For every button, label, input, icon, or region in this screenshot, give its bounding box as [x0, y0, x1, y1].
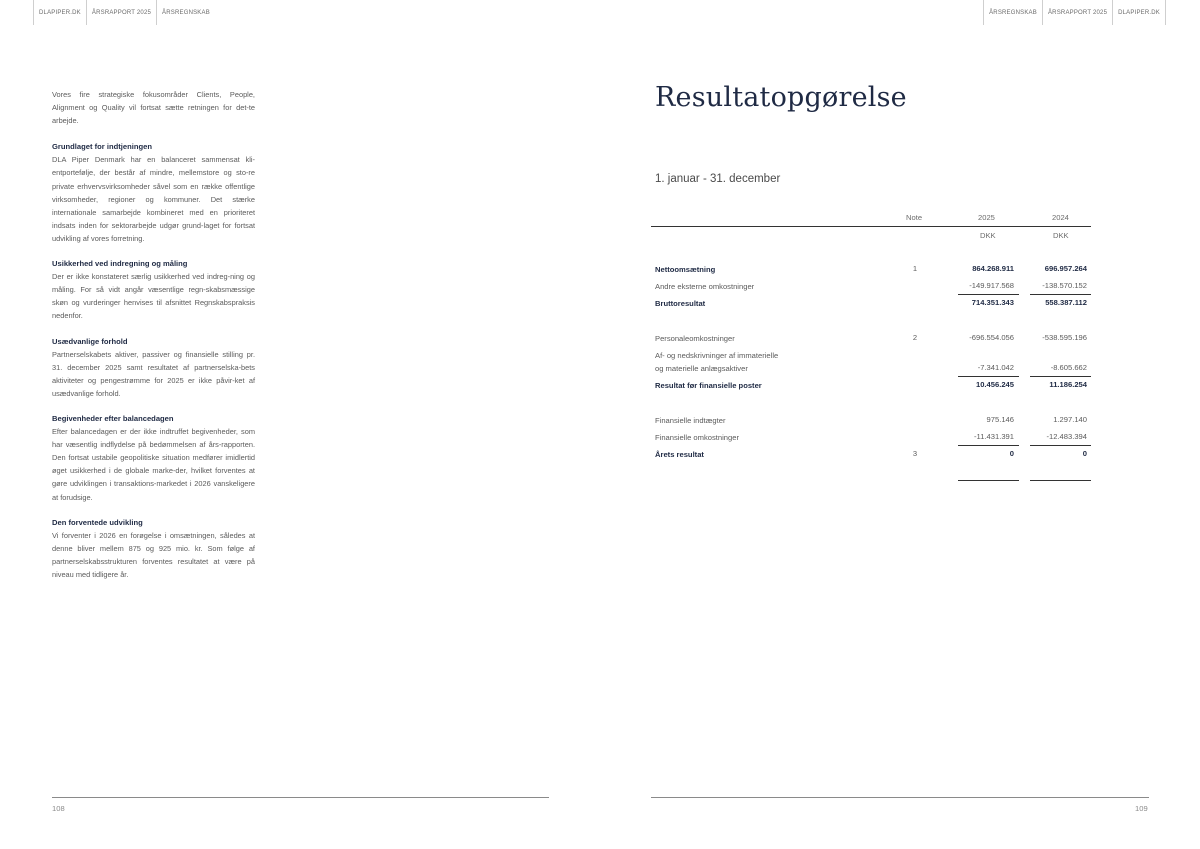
management-review-text	[52, 88, 255, 593]
subtotal-line	[958, 294, 1019, 295]
row-label-financial-expenses: Finansielle omkostninger	[655, 433, 739, 442]
row-label-operating-result: Resultat før finansielle poster	[655, 381, 762, 390]
subtotal-line	[958, 445, 1019, 446]
footer-divider-left	[52, 797, 549, 798]
row-label-depreciation-line2: og materielle anlægsaktiver	[655, 364, 748, 373]
page-title: Resultatopgørelse	[655, 82, 907, 113]
top-breadcrumb-left	[33, 0, 215, 25]
value-2025: 714.351.343	[971, 298, 1014, 307]
section-outlook	[52, 516, 255, 581]
page-number-left: 108	[52, 804, 65, 813]
value-2024: -8.605.662	[1050, 363, 1087, 372]
value-2025: 10.456.245	[975, 380, 1014, 389]
section-body: Vi forventer i 2026 en forøgelse i omsætningen, således at denne bliver mellem 875 og 925 mio. kr. Som følge af partnerselskabsstrukturen forventes resultatet at være på niveau med tidligere år.	[52, 530, 255, 579]
section-uncertainty	[52, 257, 255, 322]
section-heading: Den forventede udvikling	[52, 517, 143, 527]
row-note: 3	[912, 449, 918, 458]
header-divider	[651, 226, 1091, 227]
row-label-other-external-costs: Andre eksterne omkostninger	[655, 282, 755, 291]
column-header-2024: 2024	[1052, 213, 1069, 222]
value-2025: -11.431.391	[974, 432, 1014, 441]
value-2025: 975.146	[986, 415, 1014, 424]
row-label-staff-costs: Personaleomkostninger	[655, 334, 735, 343]
breadcrumb-link-section[interactable]: ÅRSREGNSKAB	[156, 0, 215, 25]
section-heading: Usædvanlige forhold	[52, 336, 128, 346]
value-2024: -538.595.196	[1042, 333, 1087, 342]
section-body: Partnerselskabets aktiver, passiver og finansielle stilling pr. 31. december 2025 samt resultatet af partnerselska-bets aktiviteter og pengestrømme for 2025 er ikke påvir-ket af usædvanlige forhold.	[52, 349, 255, 398]
section-body: Efter balancedagen er der ikke indtruffet begivenheder, som har væsentlig indflydelse på bedømmelsen af års-rapporten. Den fortsat ustabile geopolitiske situation medfører imidlertid øget usikkerhed i de globale marke-der, hvilket forventes at gøre udviklingen i transaktions-markedet i 2026 vanskeligere at forudsige.	[52, 427, 255, 502]
footer-divider-right	[651, 797, 1149, 798]
value-2025: 864.268.911	[972, 264, 1014, 273]
value-2025: -7.341.042	[977, 363, 1014, 372]
row-label-revenue: Nettoomsætning	[655, 265, 716, 274]
section-unusual-matters	[52, 335, 255, 400]
intro-paragraph: Vores fire strategiske fokusområder Clients, People, Alignment og Quality vil fortsat sætte retningen for det-te arbejde.	[52, 90, 255, 126]
value-2024: 558.387.112	[1045, 298, 1087, 307]
page-number-right: 109	[1135, 804, 1148, 813]
section-subsequent-events	[52, 412, 255, 504]
unit-label-2025: DKK	[980, 231, 996, 240]
subtotal-line	[1030, 376, 1091, 377]
column-header-2025: 2025	[978, 213, 995, 222]
value-2025: 0	[1009, 449, 1014, 458]
row-note: 2	[912, 333, 918, 342]
section-heading: Begivenheder efter balancedagen	[52, 413, 174, 423]
breadcrumb-link-site[interactable]: DLAPIPER.DK	[33, 0, 86, 25]
value-2025: -696.554.056	[969, 333, 1014, 342]
value-2024: 11.186.254	[1049, 380, 1087, 389]
breadcrumb-link-site[interactable]: DLAPIPER.DK	[1113, 0, 1166, 25]
row-label-depreciation-line1: Af- og nedskrivninger af immaterielle	[655, 351, 779, 360]
section-heading: Usikkerhed ved indregning og måling	[52, 259, 188, 269]
subtotal-line	[958, 376, 1019, 377]
breadcrumb-link-section[interactable]: ÅRSREGNSKAB	[983, 0, 1043, 25]
value-2024: 0	[1082, 449, 1087, 458]
row-label-financial-income: Finansielle indtægter	[655, 416, 726, 425]
value-2024: 696.957.264	[1044, 264, 1087, 273]
section-body: Der er ikke konstateret særlig usikkerhed ved indreg-ning og måling. For så vidt angår væsentlige regn-skabsmæssige skøn og vurderinger henvises til afsnittet Regnskabspraksis nedenfor.	[52, 272, 255, 321]
row-label-gross-profit: Bruttoresultat	[655, 299, 706, 308]
row-label-net-result: Årets resultat	[655, 450, 704, 459]
section-heading: Grundlaget for indtjeningen	[52, 142, 152, 152]
value-2025: -149.917.568	[969, 281, 1014, 290]
section-earnings-basis	[52, 140, 255, 245]
section-body: DLA Piper Denmark har en balanceret sammensat kli-entportefølje, der består af mindre, mellemstore og sto-re private erhvervsvirksomheder såvel som en række offentlige virksomheder, regioner og kommuner. Det stærke internationale samarbejde kombineret med en prioriteret indsats inden for sektorarbejde udgør grund-laget for fortsat udvikling af vores forretning.	[52, 155, 255, 243]
value-2024: -138.570.152	[1042, 281, 1087, 290]
breadcrumb-link-report[interactable]: ÅRSRAPPORT 2025	[86, 0, 156, 25]
total-line	[1030, 480, 1091, 481]
breadcrumb-link-report[interactable]: ÅRSRAPPORT 2025	[1043, 0, 1113, 25]
value-2024: -12.483.394	[1046, 432, 1087, 441]
column-header-note: Note	[906, 213, 923, 222]
unit-label-2024: DKK	[1053, 231, 1069, 240]
row-note: 1	[912, 264, 918, 273]
total-line	[958, 480, 1019, 481]
value-2024: 1.297.140	[1053, 415, 1087, 424]
subtotal-line	[1030, 445, 1091, 446]
period-subtitle: 1. januar - 31. december	[655, 173, 781, 185]
top-breadcrumb-right	[983, 0, 1166, 25]
subtotal-line	[1030, 294, 1091, 295]
